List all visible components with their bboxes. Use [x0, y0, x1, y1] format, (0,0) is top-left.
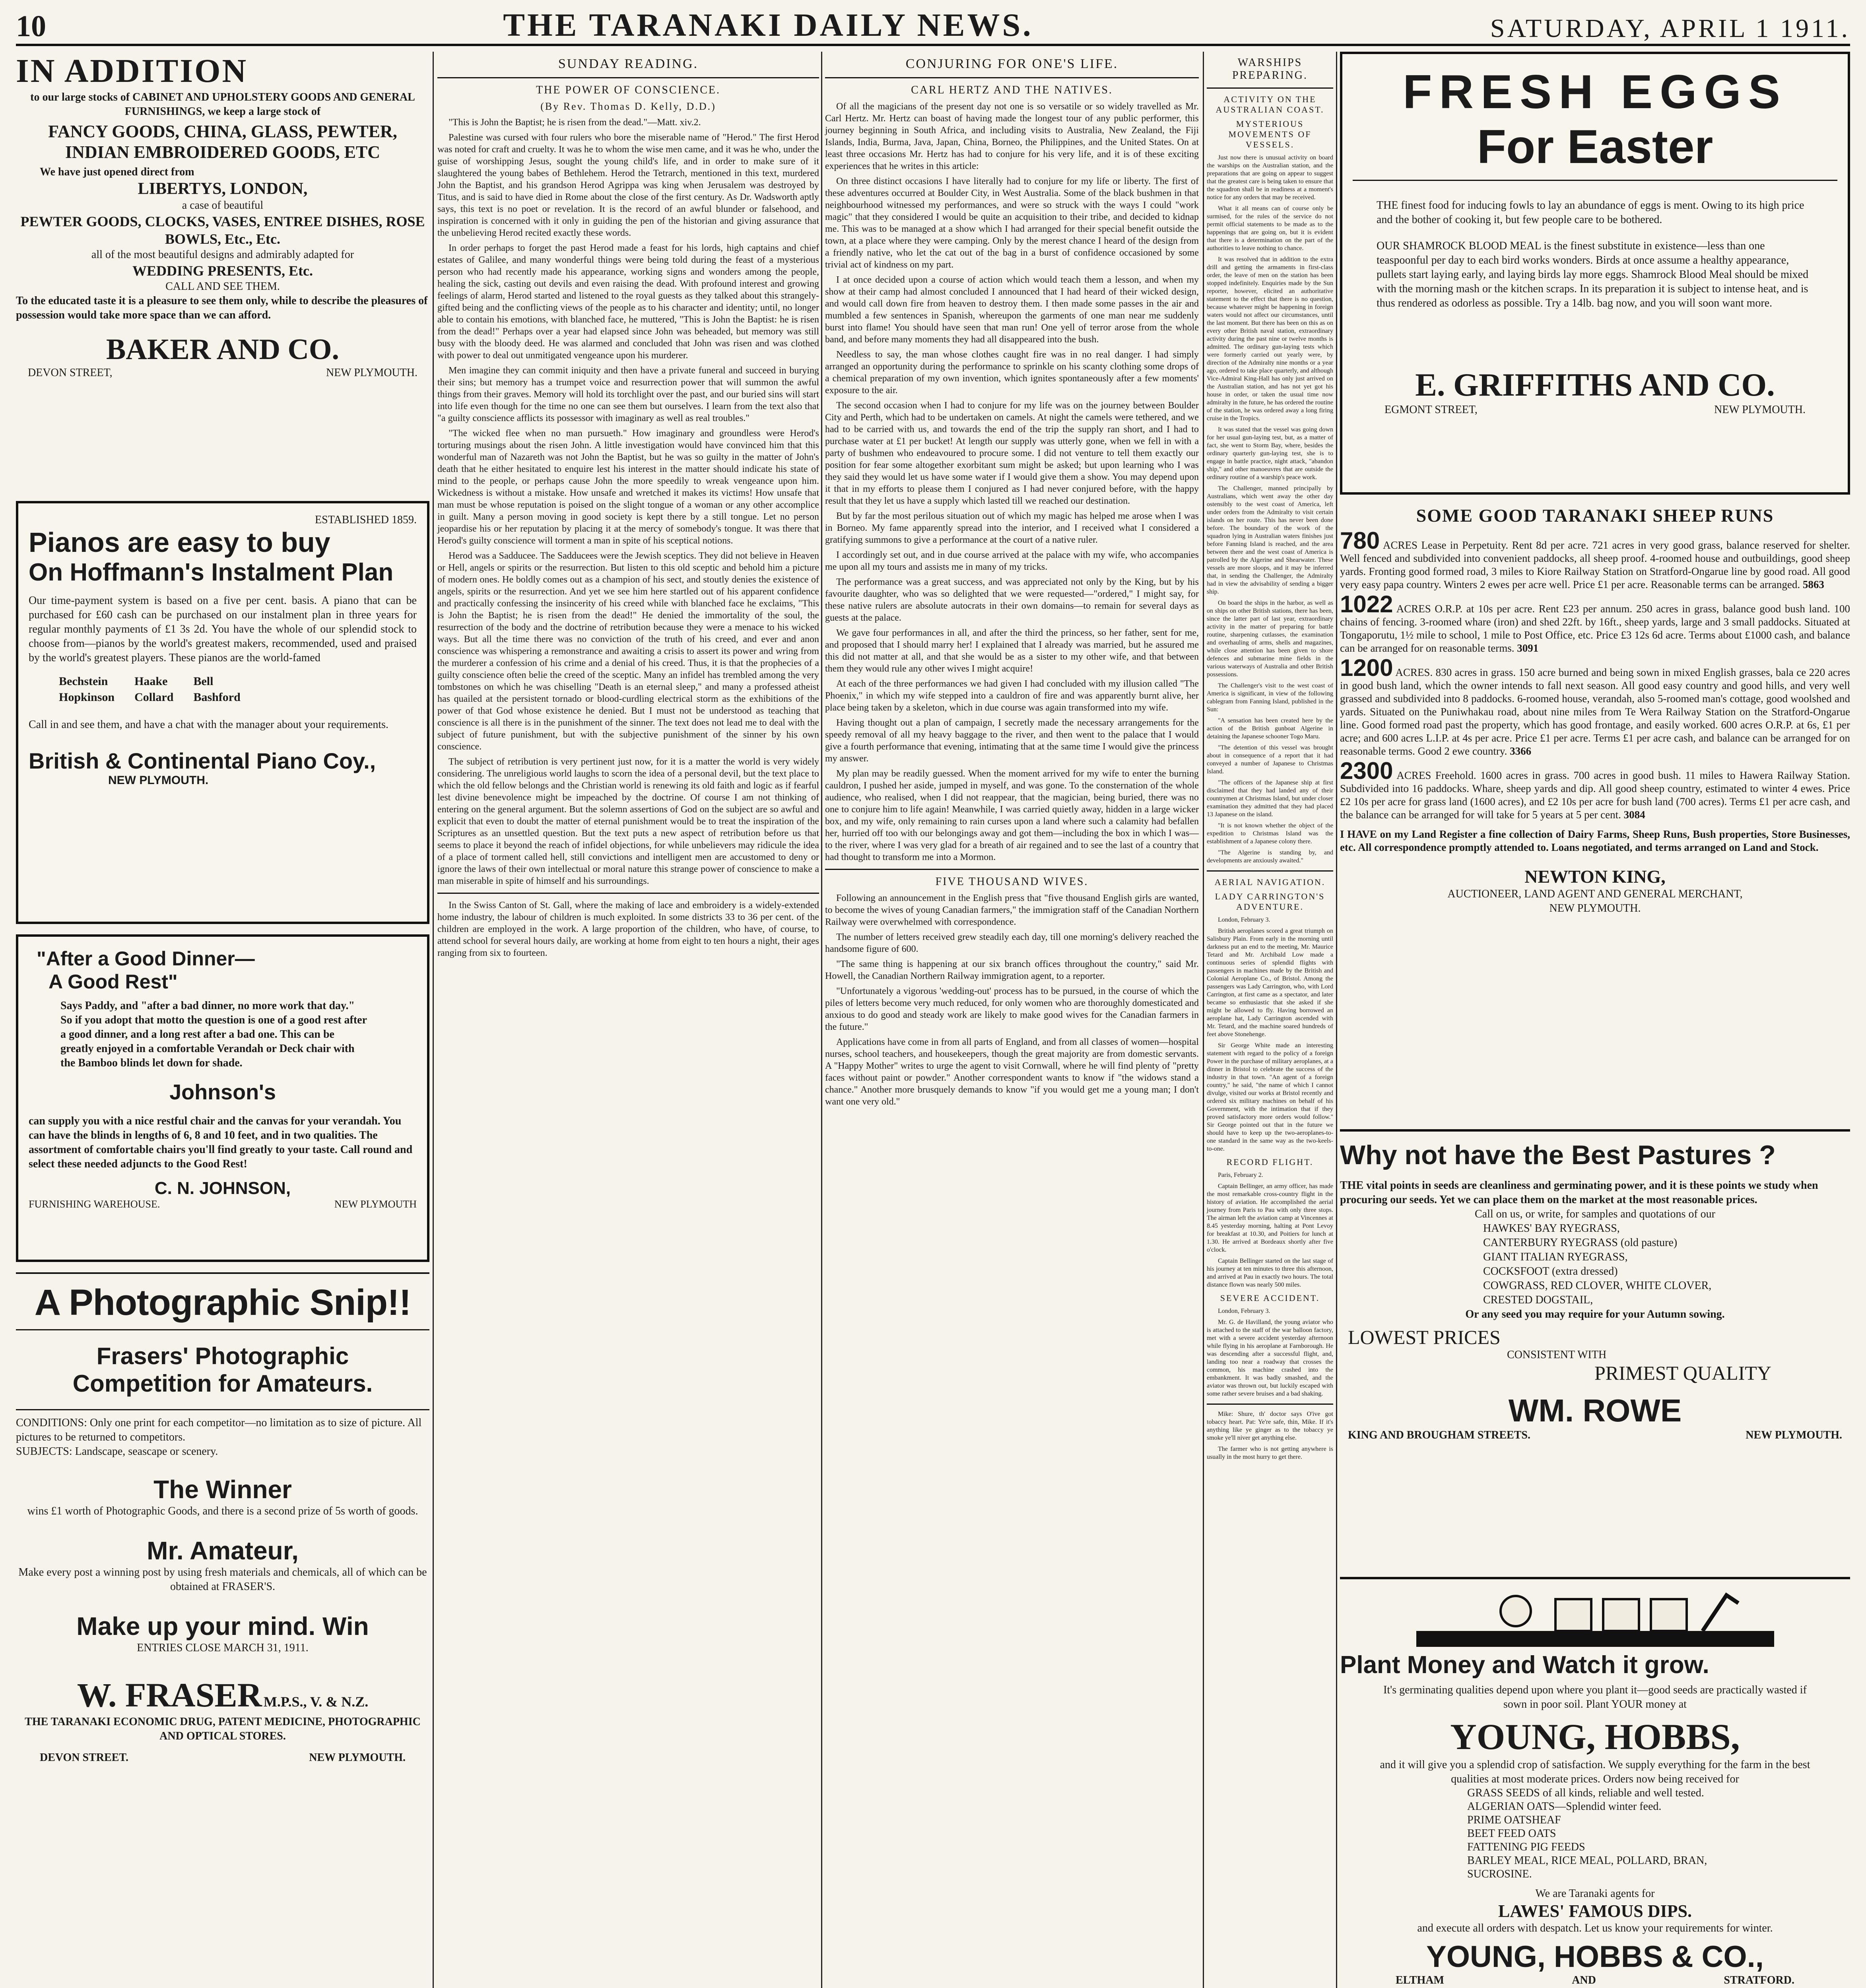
paragraph: Applications have come in from all parts of England, and from all classes of women—hospital nurses, school teachers, and housekeepers, though the great majority are from domestic servants. A "Happy Mother" writes to urge the agent to visit Cornwall, where he will find plenty of "pretty faces without paint or powder." Another correspondent wants to know if "the widows stand a chance." Another more brusquely demands to know "if you would get me a young man; I don't want one very old."	[825, 1037, 1199, 1107]
baker-ad	[16, 52, 429, 501]
young-execute: and execute all orders with despatch. Let us know your requirements for winter.	[1417, 1922, 1773, 1934]
rowe-call: Call on us, or write, for samples and quotations of our	[1474, 1208, 1715, 1220]
paragraph: In order perhaps to forget the past Herod made a feast for his lords, high captains and chief estates of Galilee, and many wonderful things were being told during the feast of a mysterious person who had recently made his appearance, working signs and wonders among the people, healing the sick, casting out devils and even raising the dead. With profound interest and growing feelings of alarm, Herod started and listened to the royal guests as they talked about this strangely-gifted being and the conflicting views of the people as to his character and identity; until, no longer able to contain his emotions, with blanched face, he muttered, "This is John the Baptist: he is risen from the dead!" Perhaps over a year had elapsed since John was beheaded, but memory was still busy with the bloody deed. He was alarmed and concluded that John was risen and was clothed with power to deal out unmitigated vengeance upon his murderer.	[437, 243, 819, 361]
paragraph: The Challenger's visit to the west coast of America is significant, in view of the following cablegram from Fanning Island, published in the Sun:	[1207, 682, 1333, 713]
seed-item: CANTERBURY RYEGRASS (old pasture)	[1483, 1237, 1678, 1249]
article-title: CARL HERTZ AND THE NATIVES.	[911, 84, 1113, 96]
seed-item: COWGRASS, RED CLOVER, WHITE CLOVER,	[1483, 1279, 1712, 1292]
pianos-makers	[49, 673, 251, 706]
paragraph: Men imagine they can commit iniquity and then have a private funeral and succeed in burying their sins; but memory has a trumpet voice and resurrection power that will summon the awful things from their graves. Memory will hold its torchlight over the past, and our buried sins will start into life even though for the time no one can see them but ourselves. I learn from the text also that "a guilty conscience afflicts its possessor with imaginary as well as real troubles."	[437, 365, 819, 423]
paragraph: The performance was a great success, and was appreciated not only by the King, but by his favourite daughter, who was so delighted that we were requested—"ordered," I might say, for these native rulers are absolute autocrats in their own domains—to remain for several days as guests at the palace.	[825, 577, 1199, 623]
maker: Hopkinson	[59, 691, 115, 704]
young-agents: We are Taranaki agents for	[1535, 1887, 1655, 1900]
young-items	[1340, 1786, 1850, 1881]
rowe-street: KING AND BROUGHAM STREETS.	[1348, 1429, 1530, 1441]
paragraph: "It is not known whether the object of the expedition to Christmas Island was the establishment of a Japanese colony there.	[1207, 822, 1333, 845]
article-title: SEVERE ACCIDENT.	[1220, 1293, 1320, 1303]
maker: Bechstein	[59, 675, 108, 688]
feed-item: PRIME OATSHEAF	[1467, 1814, 1561, 1826]
paragraph: Paris, February 2.	[1218, 1172, 1263, 1178]
paragraph: The farmer who is not getting anywhere is usually in the most hurry to get there.	[1207, 1446, 1333, 1460]
article-body	[1207, 154, 1333, 865]
baker-wedding-intro: all of the most beautiful designs and admirably adapted for	[91, 248, 354, 261]
seed-item: HAWKES' BAY RYEGRASS,	[1483, 1222, 1620, 1235]
paragraph: The subject of retribution is very pertinent just now, for it is a matter the world is very widely considering. The unreligious world laughs to scorn the idea of a personal devil, but the text place to which the old fellow belongs and the Christian world is renewing its old faith and logic as if fearful lest divine benevolence might be impeached by the doctrine. Of course I am not thinking of entering on the general argument. But the solemn assertions of God on the subject are so awful and explicit that even to doubt the matter of eternal punishment would be to treat the inspiration of the Scriptures as an unsettled question. But the text puts a new aspect of retribution before us that seems to place it beyond the reach of infidel objections, for while unbelievers may ridicule the idea of a place of torment called hell, still convictions and intelligent men are accustomed to deny or ignore the laws of their own intellectual or moral nature this strange power of conscience to make a man miserable in spite of himself and his surroundings.	[437, 757, 819, 886]
article-title: LADY CARRINGTON'S ADVENTURE.	[1215, 891, 1325, 912]
sheep-runs-ad	[1340, 505, 1850, 1129]
baker-items: PEWTER GOODS, CLOCKS, VASES, ENTREE DISHES, ROSE BOWLS, Etc., Etc.	[20, 214, 425, 247]
baker-wedding: WEDDING PRESENTS, Etc.	[132, 263, 313, 279]
young-town2: STRATFORD.	[1724, 1974, 1794, 1986]
eggs-ad	[1340, 52, 1850, 495]
section-heading: SUNDAY READING.	[558, 56, 699, 71]
fraser-amateur-body: Make every post a winning post by using fresh materials and chemicals, all of which can be obtained at FRASER'S.	[18, 1566, 427, 1593]
maker: Collard	[134, 691, 174, 704]
johnson-headline2: A Good Rest"	[49, 971, 178, 993]
pianos-ad	[16, 501, 429, 924]
baker-town: NEW PLYMOUTH.	[326, 367, 417, 379]
sheep-acres: 1200	[1340, 654, 1393, 681]
sheep-title: AUCTIONEER, LAND AGENT AND GENERAL MERCHANT,	[1447, 888, 1743, 900]
paragraph: On board the ships in the harbor, as well as on ships on other British stations, there has been, since the latter part of last year, extraordinary activity in the matter of preparing for battle routine, sharpening cutlasses, the examination and overhauling of arms, shells and magazines, while close attention has been given to shore defences and submarine mine fields in the various waterways of Australia and other British possessions.	[1207, 600, 1333, 678]
rowe-consistent: CONSISTENT WITH	[1507, 1349, 1607, 1361]
column-rule	[821, 52, 822, 1988]
paragraph: At each of the three performances we had given I had concluded with my illusion called "The Phoenix," in which my wife stepped into a cauldron of fire and was apparently burnt alive, her place being taken by a skeleton, which in due course was again transformed into my wife.	[825, 679, 1199, 713]
column-rule	[1336, 52, 1337, 1988]
paragraph: "The same thing is happening at our six branch offices throughout the country," said Mr. Howell, the Canadian Northern Railway immigration agent, to a reporter.	[825, 959, 1199, 981]
sheep-acres: 2300	[1340, 757, 1393, 784]
paragraph: "The Algerine is standing by, and developments are anxiously awaited."	[1207, 849, 1333, 864]
rowe-headline: Why not have the Best Pastures ?	[1340, 1140, 1776, 1170]
section-heading: CONJURING FOR ONE'S LIFE.	[905, 56, 1118, 71]
johnson-name: C. N. JOHNSON,	[154, 1178, 291, 1198]
rowe-name: WM. ROWE	[1508, 1393, 1682, 1428]
paragraph: London, February 3.	[1218, 916, 1270, 923]
johnson-town: NEW PLYMOUTH	[334, 1198, 417, 1210]
baker-opened: We have just opened direct from	[40, 166, 194, 178]
paragraph: Having thought out a plan of campaign, I secretly made the necessary arrangements for the speedy removal of all my heavy baggage to the river, and then went to the palace that I would give a fourth performance that evening, intimating that at the same time I would give the princess my answer.	[825, 718, 1199, 764]
paragraph: "The wicked flee when no man pursueth." How imaginary and groundless were Herod's torturing musings about the risen John. A little investigation would have convinced him that this wonderful man of Nazareth was not John the Baptist, but he was so guilty in the matter of John's death that he either hesitated to enquire lest his interest in the matter should indicate his state of mind to the people, or perhaps cause John the more speedily to wreak vengeance upon him. Wickedness is without a mistake. How unsafe and wretched it makes its victims! How unsafe that man must be whose reputation is poised on the slight tongue of a woman or any other accomplice in guilt. Many a person moving in good society is kept there by a still tongue. Let no person jeopardise his or her reputation by placing it at the mercy of somebody's tongue. It was there that Herod's guilty conscience will torment a man in spite of his sceptical notions.	[437, 428, 819, 546]
fraser-street: DEVON STREET.	[40, 1751, 128, 1764]
feed-item: FATTENING PIG FEEDS	[1467, 1841, 1585, 1853]
paragraph: It was stated that the vessel was going down for her usual gun-laying test, but, as a matter of fact, she went to Storm Bay, where, besides the ordinary quarterly gun-laying test, she is to engage in battle practice, night attack, "abandon ship," and other manoeuvres that are outside the ordinary routine of a warship's peace work.	[1207, 426, 1333, 481]
johnson-warehouse: FURNISHING WAREHOUSE.	[29, 1198, 160, 1210]
paragraph: Just now there is unusual activity on board the warships on the Australian station, and the preparations that are going on appear to suggest that the greatest care is being taken to ensure that the squadron shall be in readiness at a moment's notice for any orders that may be received.	[1207, 154, 1333, 201]
fraser-amateur-head: Mr. Amateur,	[147, 1536, 299, 1565]
pianos-body: Our time-payment system is based on a five per cent. basis. A piano that can be purchased for £60 cash can be purchased on our instalment plan in three years for regular monthly payments of £1 3s 2d. You have the whole of our splendid stock to choose from—pianos by the world's greatest makers, recommended, used and praised by the world's greatest players. These pianos are the world-famed	[29, 594, 417, 664]
issue-date: SATURDAY, APRIL 1 1911.	[1490, 14, 1850, 43]
fraser-sub2: Competition for Amateurs.	[72, 1370, 373, 1397]
article-title: RECORD FLIGHT.	[1226, 1157, 1314, 1167]
feed-item: GRASS SEEDS of all kinds, reliable and well tested.	[1467, 1787, 1704, 1799]
fraser-closes: ENTRIES CLOSE MARCH 31, 1911.	[137, 1642, 309, 1654]
fraser-make: Make up your mind. Win	[76, 1612, 369, 1640]
young-hobbs-ad	[1340, 1577, 1850, 1988]
sheep-acres: 780	[1340, 527, 1380, 554]
article-title: FIVE THOUSAND WIVES.	[935, 876, 1089, 888]
masthead	[16, 8, 1850, 46]
feed-item: BARLEY MEAL, RICE MEAL, POLLARD, BRAN,	[1467, 1854, 1707, 1867]
johnson-headline1: "After a Good Dinner—	[37, 947, 255, 970]
rowe-town: NEW PLYMOUTH.	[1746, 1429, 1842, 1441]
sheep-listing: 1200 ACRES. 830 acres in grass. 150 acre burned and being sown in mixed English grasses, bala ce 220 acres in good bush land, which the owner intends to fall next season. All good easy country and good hills, and very well grassed and subdivided into 8 paddocks. 6-roomed house, verandah, also 5-roomed man's cottage, good woolshed and yards. Situated on the Puniwhakau road, about nine miles from Te Wera Railway Station on the Stratford-Ongarue line. Good formed road past the property, which has good frontage, and easily worked. 600 acres O.R.P. at 6s, £1 per acre; and 600 acres L.I.P. at 4s per acre. Price £1 per acre. Terms £1 per acre cash, and balance can be arranged for on reasonable terms. Good 2 ewe country. 3366	[1340, 654, 1850, 757]
rowe-quality: PRIMEST QUALITY	[1594, 1362, 1771, 1384]
young-name2: YOUNG, HOBBS & CO.,	[1426, 1940, 1764, 1974]
paragraph: British aeroplanes scored a great triumph on Salisbury Plain. From early in the morning until darkness put an end to the meeting, Mr. Maurice Tetard and Mr. Archibald Low made a continuous series of splendid flights with passengers in machines made by the British and Colonial Aeroplane Co., of Bristol. Among the passengers was Lady Carrington, who, with Lord Carrington, at first came as a spectator, and later became so enthusiastic that she asked if she might be allowed to fly. Having borrowed an aeroplane hat, Lady Carrington ascended with Mr. Tetard, and the machine soared hundreds of feet above Stonehenge.	[1207, 928, 1333, 1038]
johnson-ad	[16, 934, 429, 1262]
eggs-street: EGMONT STREET,	[1384, 404, 1478, 416]
baker-call: CALL AND SEE THEM.	[165, 280, 280, 293]
fraser-conditions: CONDITIONS: Only one print for each competitor—no limitation as to size of picture. All pictures to be returned to competitors.	[16, 1417, 422, 1443]
article-body	[1207, 916, 1333, 1153]
pianos-call: Call in and see them, and have a chat with the manager about your requirements.	[29, 718, 389, 731]
right-ads-column	[1340, 52, 1850, 1988]
sheep-name: NEWTON KING,	[1524, 866, 1666, 887]
article-subtitle: MYSTERIOUS MOVEMENTS OF VESSELS.	[1228, 119, 1312, 149]
newspaper-title: THE TARANAKI DAILY NEWS.	[503, 7, 1033, 43]
paragraph: "A sensation has been created here by the action of the British gunboat Algerine in detaining the Japanese schooner Togo Maru.	[1207, 717, 1333, 740]
paragraph: Herod was a Sadducee. The Sadducees were the Jewish sceptics. They did not believe in Heaven or Hell, angels or spirits or the resurrection. But listen to this old sceptic and behold him a picture of modern ones. He boldly comes out as a champion of his sect, and stoutly denies the existence of angels, spirits or the resurrection. And yet we see him here startled out of his apparent confidence and practically confessing the insincerity of his creed while with blanched face he exclaims, "This is John the Baptist; he is risen from the dead!" He denied the immortality of the soul, the resurrection of the body and the doctrine of retribution because they were a menace to his wicked ways. But all the time there was no conviction of the truth of his creed, and ever and anon conscience was whispering a remonstrance and awaiting a crisis to assert its power and wring from the murderer a confession of his crime and a denial of his creed. Thus, it is that the prophecies of a guilty conscience often belie the creed of the sceptic. Many an infidel has trembled among the very tombstones on which he was chiselling "Death is an eternal sleep," and many a professed atheist has quailed at the persistent tornado or blood-curdling electrical storm as the exhibitions of the power of that God whose existence he denied. But I must not be understood as teaching that conscience is all there is in the punishment of the sinner. The text does not lead me to deal with the subject of future punishment, but with the subjective punishment of the sinner by his own conscience.	[437, 551, 819, 752]
article-body	[1207, 1410, 1333, 1461]
paragraph: London, February 3.	[1218, 1308, 1270, 1314]
article-byline: (By Rev. Thomas D. Kelly, D.D.)	[540, 101, 716, 112]
eggs-headline2: For Easter	[1477, 120, 1713, 173]
young-headline: Plant Money and Watch it grow.	[1340, 1651, 1709, 1679]
warships-text	[1207, 52, 1333, 1464]
pianos-headline1: Pianos are easy to buy	[29, 527, 330, 558]
paragraph: In the Swiss Canton of St. Gall, where the making of lace and embroidery is a widely-extended home industry, the labour of children is much exploited. In some districts 33 to 36 per cent. of the children are employed in the work. A large proportion of the children, who have, of course, to attend school for several hours daily, are working at home from eight to ten hours a night, their ages ranging from six to fourteen.	[437, 900, 819, 958]
fraser-winner-body: wins £1 worth of Photographic Goods, and there is a second prize of 5s worth of goods.	[27, 1505, 418, 1517]
sheep-listing: 2300 ACRES Freehold. 1600 acres in grass. 700 acres in good bush. 11 miles to Hawera Railway Station. Subdivided into 16 paddocks. Whare, sheep yards and dip. All good sheep country, estimated to winter 4 ewes. Price £2 10s per acre for grass land (1600 acres), and £2 10s per acre for bush land (700 acres). Terms £1 per acre cash, and the balance can be arranged for will take for 5 years at 5 per cent. 3084	[1340, 757, 1850, 821]
rowe-body: THE vital points in seeds are cleanliness and germinating power, and it is these points we study when procuring our seeds. Yet we can place them on the market at the most reasonable prices.	[1340, 1179, 1818, 1206]
seed-item: CRESTED DOGSTAIL,	[1483, 1294, 1593, 1306]
eggs-headline1: FRESH EGGS	[1403, 65, 1787, 118]
feed-item: ALGERIAN OATS—Splendid winter feed.	[1467, 1800, 1662, 1813]
eggs-body2: OUR SHAMROCK BLOOD MEAL is the finest substitute in existence—less than one teaspoonful per day to each bird works wonders. Birds at once assume a healthy appearance, pullets start laying early, and laying birds lay more eggs. Shamrock Blood Meal should be mixed with the morning mash or the kitchen scraps. In its preparation it is subject to intense heat, and is thus rendered as odorless as possible. Try a 14lb. bag now, and you will soon want more.	[1377, 240, 1809, 309]
paragraph: Needless to say, the man whose clothes caught fire was in no real danger. I had simply arranged an opportunity during the performance to sprinkle on his scanty clothing some drops of a chemical preparation of my own invention, which ignites spontaneously after a few moments' exposure to the air.	[825, 349, 1199, 396]
seed-item: COCKSFOOT (extra dressed)	[1483, 1265, 1618, 1277]
paragraph: Palestine was cursed with four rulers who bore the miserable name of "Herod." The first Herod was noted for craft and cruelty. It was he to whom the wise men came, and it was he who, under the guise of worshipping Jesus, sought the young child's life, and in order to make sure of it slaughtered the young babes of Bethlehem. Herod the Tetrarch, mentioned in this text, murdered John the Baptist, and his grandson Herod Agrippa was king when Jerusalem was destroyed by Titus, and is said to have died in Rome about the close of the first century. As Dr. Wadsworth aptly says, this text is no poet or revelation. It is the record of an awful blunder or falsehood, and inspiration is concerned with it only in guiding the pen of the historian and giving assurance that the unbelieving Herod recited exactly these words.	[437, 132, 819, 238]
young-and: AND	[1572, 1974, 1596, 1986]
quote: "This is John the Baptist; he is risen from the dead."—Matt. xiv.2.	[449, 117, 701, 128]
paragraph: My plan may be readily guessed. When the moment arrived for my wife to enter the burning cauldron, I pushed her aside, jumped in myself, and was gone. To the consternation of the whole audience, who realised, when I did not reappear, that the magician, being buried, there was no one to conjure him to life again! Meanwhile, I was carried quietly away, hidden in a large wicker box, and my wife, only remaining to rain curses upon a land where such a calamity had befallen her, hurried off too with our belongings away and got them—including the box in which I was—to the river, where I was very glad for a breath of air regained and to see the last of a country that had thought to transform me into a Mormon.	[825, 769, 1199, 862]
fraser-sub1: Frasers' Photographic	[96, 1343, 349, 1369]
eggs-town: NEW PLYMOUTH.	[1714, 404, 1806, 416]
left-ads-column	[16, 52, 429, 1988]
baker-lines: FANCY GOODS, CHINA, GLASS, PEWTER, INDIAN EMBROIDERED GOODS, ETC	[48, 122, 397, 162]
rowe-ad	[1340, 1129, 1850, 1577]
paragraph: "The detention of this vessel was brought about in consequence of a report that it had conveyed a number of Japanese to Christmas Island.	[1207, 744, 1333, 775]
fraser-ad	[16, 1272, 429, 1988]
article-body	[1207, 1171, 1333, 1289]
baker-intro: to our large stocks of CABINET AND UPHOLSTERY GOODS AND GENERAL FURNISHINGS, we keep a large stock of	[30, 91, 415, 118]
fraser-winner-head: The Winner	[153, 1475, 292, 1504]
fraser-name: W. FRASER	[77, 1676, 262, 1714]
rowe-after: Or any seed you may require for your Autumn sowing.	[1465, 1308, 1725, 1320]
article-body	[437, 899, 819, 959]
baker-libertys: LIBERTYS, LONDON,	[138, 180, 308, 198]
feed-item: BEET FEED OATS	[1467, 1827, 1556, 1840]
fraser-store: THE TARANAKI ECONOMIC DRUG, PATENT MEDICINE, PHOTOGRAPHIC AND OPTICAL STORES.	[25, 1716, 421, 1742]
article-title: AERIAL NAVIGATION.	[1214, 877, 1326, 887]
sheep-listing: 780 ACRES Lease in Perpetuity. Rent 8d per acre. 721 acres in very good grass, balance reserved for shelter. Well fenced and subdivided into convenient paddocks, all sheep proof. 4-roomed house and outbuildings, good sheep yards. Fronting good formed road, 3 miles to Kiore Railway Station on Stratford-Ongarue line by good road. All good very easy papa country. Winters 2 ewes per acre well. Price £1 per acre. Reasonable terms can be arranged. 5863	[1340, 527, 1850, 590]
pianos-name: British & Continental Piano Coy.,	[29, 748, 376, 773]
article-body	[825, 101, 1199, 863]
johnson-body: Says Paddy, and "after a bad dinner, no more work that day." So if you adopt that motto the question is one of a good rest after a good dinner, and a long rest after a bad one. This can be greatly enjoyed in a comfortable Verandah or Deck chair with the Bamboo blinds let down for shade.	[60, 1000, 367, 1069]
sheep-town: NEW PLYMOUTH.	[1549, 902, 1641, 914]
pianos-established: ESTABLISHED 1859.	[315, 514, 417, 526]
feed-item: SUCROSINE.	[1467, 1868, 1532, 1880]
paragraph: But by far the most perilous situation out of which my magic has helped me arose when I was in Borneo. My fame apparently spread into the interior, and I received what I considered a gratifying summons to give a performance at the court of a native ruler.	[825, 511, 1199, 545]
eggs-name: E. GRIFFITHS AND CO.	[1415, 367, 1775, 403]
section-heading: WARSHIPS PREPARING.	[1232, 56, 1308, 82]
paragraph: The number of letters received grew steadily each day, till one morning's delivery reached the handsome figure of 600.	[825, 932, 1199, 954]
maker: Bashford	[193, 691, 241, 704]
sheep-note: I HAVE on my Land Register a fine collection of Dairy Farms, Sheep Runs, Bush properties, Store Businesses, etc. All correspondence promptly attended to. Loans negotiated, and terms arranged on Land and Stock.	[1340, 828, 1850, 853]
article-title: ACTIVITY ON THE AUSTRALIAN COAST.	[1216, 94, 1324, 115]
paragraph: On three distinct occasions I have literally had to conjure for my life or liberty. The first of these adventures occurred at Boulder City, in West Australia. Some of the black bushmen in that neighbourhood witnessed my performances, and were so struck with the ways I could "work magic" that they considered I would be quite an acquisition to their tribe, and decided to kidnap me. This was to be managed at a show which I had arranged for their special benefit outside the town, at a place where they were camping. Only by the merest chance I heard of the design from a friendly native, who let the cat out of the bag in a burst of confidence occasioned by some trivial act of kindness on my part.	[825, 176, 1199, 270]
paragraph: I at once decided upon a course of action which would teach them a lesson, and when my show at their camp had almost concluded I announced that I had heard of their wicked design, and would call down fire from heaven to destroy them. I then made some passes in the air and mumbled a few sentences in Spanish, whereupon the garments of one man near me suddenly burst into flame! You should have seen that man run! One yell of terror arose from the whole band, and before many moments they had all disappeared into the bush.	[825, 275, 1199, 345]
article-body	[825, 892, 1199, 1108]
fraser-subjects: SUBJECTS: Landscape, seascape or scenery.	[16, 1445, 218, 1458]
maker: Bell	[193, 675, 214, 688]
baker-case: a case of beautiful	[182, 199, 264, 212]
paragraph: We gave four performances in all, and after the third the princess, so her father, sent for me, and proposed that I should marry her! I explained that I already was married, but he assured me this did not matter at all, and that she would be as a sister to my other wife, and that between them they would rule any other wives I might acquire!	[825, 628, 1199, 674]
seed-item: GIANT ITALIAN RYEGRASS,	[1483, 1251, 1628, 1263]
article-body	[1207, 1307, 1333, 1398]
sunday-reading-column	[437, 52, 819, 962]
paragraph: Mike: Shure, th' doctor says O'ive got tobaccy heart. Pat: Ye're safe, thin, Mike. If it's anything like ye ginger as to the tobaccy ye smoke ye'll niver get anything else.	[1207, 1411, 1333, 1441]
young-body2: and it will give you a splendid crop of satisfaction. We supply everything for the farm in the best qualities at most moderate prices. Orders now being received for	[1380, 1759, 1810, 1785]
article-body	[437, 116, 819, 887]
baker-headline: IN ADDITION	[16, 52, 248, 89]
paragraph: Of all the magicians of the present day not one is so versatile or so widely travelled as Mr. Carl Hertz. Mr. Hertz can boast of having made the longest tour of any public performer, this journey beginning in South Africa, and including visits to Australia, New Zealand, the Fiji Islands, India, Burma, Java, Japan, China, Borneo, the Philippines, and the United States. On at least three occasions Mr. Hertz has had to conjure for his very life, and it is of these exciting experiences that he writes in this article:	[825, 101, 1199, 171]
pianos-town: NEW PLYMOUTH.	[108, 774, 209, 787]
paragraph: It was resolved that in addition to the extra drill and getting the armaments in first-class order, the leave of men on the station has been stopped indefinitely. Enquiries made by the Sun reporter, however, elicited an authoritative statement to the effect that there is no question, because whatever might be happening in foreign waters would not affect our circumstances, until the last moment. But there has been on this as on every other British naval station, extraordinary activity during the past nine or twelve months is admitted. The ordinary gun-laying tests which were formerly carried out yearly were, by direction of the Admiralty nine months or a year ago, ordered to take place quarterly, and although Vice-Admiral King-Hall has only just arrived on the Australian station, and has not yet got his house in order, or taken the usual time now admiralty in the future, he has ordered the routine of the station, he was ordered away a long firing cruise in the Tropics.	[1207, 256, 1333, 422]
fraser-creds: M.P.S., V. & N.Z.	[263, 1694, 369, 1710]
young-body: It's germinating qualities depend upon where you plant it—good seeds are practically wasted if sown in poor soil. Plant YOUR money at	[1383, 1684, 1807, 1710]
paragraph: "Unfortunately a vigorous 'wedding-out' process has to be pursued, in the course of which the piles of letters become very much reduced, for only women who are thoroughly domesticated and anxious to do good and steady work are likely to make good wives for the Canadian farmers in the future."	[825, 986, 1199, 1032]
young-dips: LAWES' FAMOUS DIPS.	[1498, 1901, 1692, 1921]
sheep-headline: SOME GOOD TARANAKI SHEEP RUNS	[1416, 505, 1774, 526]
paragraph: Following an announcement in the English press that "five thousand English girls are wanted, to become the wives of young Canadian farmers," the immigration staff of the Canadian Northern Railway were overwhelmed with correspondence.	[825, 893, 1199, 927]
page-number: 10	[16, 10, 46, 43]
johnson-supply: can supply you with a nice restful chair and the canvas for your verandah. You can have the blinds in lengths of 6, 8 and 10 feet, and in two qualities. The assortment of comfortable chairs you'll find greatly to your taste. Call round and select these needed adjuncts to the Good Rest!	[29, 1115, 413, 1170]
maker: Haake	[134, 675, 168, 688]
column-rule	[1203, 52, 1204, 1988]
fraser-headline: A Photographic Snip!!	[34, 1282, 411, 1323]
baker-name: BAKER AND CO.	[106, 333, 339, 366]
paragraph: What it all means can of course only be surmised, for the rules of the service do not permit official statements to be made as to the happenings that are going on, but it is evident that there is a determination on the part of the authorities to leave nothing to chance.	[1207, 205, 1333, 252]
eggs-body1: THE finest food for inducing fowls to lay an abundance of eggs is ment. Owing to its high price and the bother of cooking it, but few people care to be bothered.	[1377, 199, 1804, 226]
paragraph: Captain Bellinger started on the last stage of his journey at ten minutes to three this afternoon, and arrived at Pau in exactly two hours. The total distance flown was nearly 500 miles.	[1207, 1258, 1333, 1288]
paragraph: The Challenger, manned principally by Australians, which went away the other day ostensibly to the west coast of America, left under orders from the Admiralty to visit certain islands on her route. This has never been done before. The boundary of the work of the squadron lying in Australian waters finishes just before Fanning Island is reached, and the area between there and the west coast of America is patrolled by the Algerine and Shearwater. These vessels are more sloops, and it may be inferred that, in sending the Challenger, the Admiralty had in view the advisability of sending a bigger ship.	[1207, 485, 1333, 595]
planting-illustration	[1416, 1587, 1774, 1647]
paragraph: Sir George White made an interesting statement with regard to the policy of a foreign Power in the purchase of military aeroplanes, at a dinner in Bristol to celebrate the success of the industry in that town. "An agent of a foreign country," he said, "the name of which I cannot divulge, visited our works at Bristol recently and ordered six military machines on behalf of his Government, with the intimation that if they proved satisfactory more orders would follow." Sir George pointed out that in the future we should have to keep up the two-aeroplanes-to-one standard in the same way as the two-keels-to-one.	[1207, 1042, 1333, 1152]
sheep-acres: 1022	[1340, 591, 1393, 617]
paragraph: The second occasion when I had to conjure for my life was on the journey between Boulder City and Perth, which had to be undertaken on camels. At night the camels were tethered, and we had to be carried with us, and towards the end of the trip the supply ran short, and I had to purchase water at £1 per bucket! At length our supply was utterly gone, when we fell in with a party of bushmen who endeavoured to procure some. I did not venture to tell them exactly our position for fear some altogether exorbitant sum might be asked; but upon learning who I was they said they would let us have some water if I would give them a show. You may depend upon it that in my efforts to please them I conjured as I had never conjured before, with the happy result that they let us have a supply which lasted till we reached our destination.	[825, 400, 1199, 506]
conjuring-column	[825, 52, 1199, 1111]
paragraph: Mr. G. de Havilland, the young aviator who is attached to the staff of the war balloon factory, met with a severe accident yesterday afternoon while flying in his aeroplane at Farnborough. He was descending after a successful flight, and, landing too near a roadway that crosses the common, his machine crashed into the embankment. It was badly smashed, and the aviator was thrown out, but luckily escaped with some rather severe bruises and a bad shaking.	[1207, 1319, 1333, 1397]
sheep-listing: 1022 ACRES O.R.P. at 10s per acre. Rent £23 per annum. 250 acres in grass, balance good bush land. 100 chains of fencing. 3-roomed whare (iron) and shed 22ft. by 16ft., sheep yards, large and 3 small paddocks. Situated at Tongaporutu, 1½ mile to school, 1 mile to Post Office, etc. Price £3 12s 6d acre. Terms about £1000 cash, and balance can be arranged for on reasonable terms. 3091	[1340, 591, 1850, 654]
rowe-lowest: LOWEST PRICES	[1348, 1326, 1501, 1348]
paragraph: "The officers of the Japanese ship at first disclaimed that they had landed any of their countrymen at Christmas Island, but under closer examination they admitted that they had placed 13 Japanese on the island.	[1207, 779, 1333, 818]
paragraph: Captain Bellinger, an army officer, has made the most remarkable cross-country flight in the history of aviation. He accomplished the aerial journey from Paris to Pau with only three stops. The airman left the aviation camp at Vincennes at 8.45 yesterday morning, halting at Pont Levoy for breakfast at 10.30, and Poitiers for lunch at 1.30. He arrived at Bordeaux shortly after five o'clock.	[1207, 1183, 1333, 1253]
young-name: YOUNG, HOBBS,	[1450, 1716, 1740, 1757]
young-town1: ELTHAM	[1396, 1974, 1444, 1986]
article-title: THE POWER OF CONSCIENCE.	[536, 84, 720, 96]
rowe-items	[1340, 1221, 1850, 1307]
baker-street: DEVON STREET,	[28, 367, 113, 379]
fraser-town: NEW PLYMOUTH.	[309, 1751, 406, 1764]
pianos-headline2: On Hoffmann's Instalment Plan	[29, 559, 394, 586]
paragraph: I accordingly set out, and in due course arrived at the palace with my wife, who accompanies me upon all my tours and assists me in many of my tricks.	[825, 550, 1199, 572]
column-rule	[433, 52, 434, 1988]
baker-body: To the educated taste it is a pleasure to see them only, while to describe the pleasures of possession would take more space than we can afford.	[16, 295, 428, 321]
johnson-brand: Johnson's	[169, 1080, 276, 1104]
